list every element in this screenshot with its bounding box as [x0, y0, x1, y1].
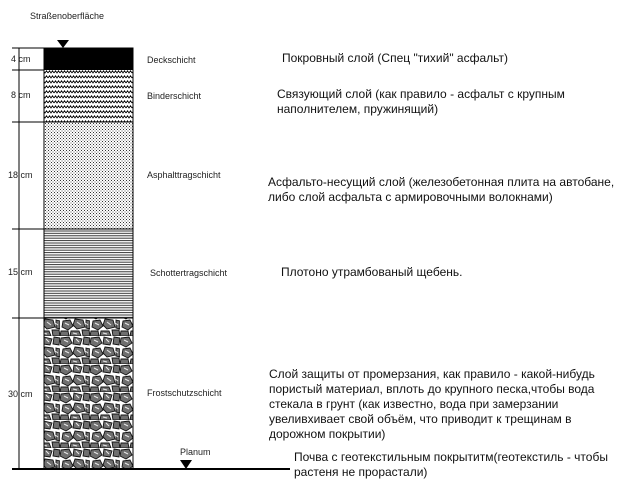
layer-name-binderschicht: Binderschicht — [147, 91, 202, 101]
planum-marker-icon — [180, 460, 192, 469]
thickness-label-binderschicht: 8 cm — [11, 90, 31, 100]
layer-block-frostschutzschicht — [44, 318, 133, 469]
thickness-label-frostschutzschicht: 30 cm — [8, 389, 33, 399]
thickness-label-deckschicht: 4 cm — [11, 54, 31, 64]
dimension-scale — [12, 48, 44, 469]
layer-name-schottertragschicht: Schottertragschicht — [150, 268, 228, 278]
planum-label: Planum — [180, 447, 211, 457]
layer-block-deckschicht — [44, 48, 133, 70]
surface-marker-icon — [57, 40, 69, 48]
layer-name-deckschicht: Deckschicht — [147, 55, 196, 65]
thickness-label-schottertragschicht: 15 cm — [8, 267, 33, 277]
layer-block-schottertragschicht — [44, 229, 133, 318]
layer-block-asphalttragschicht — [44, 122, 133, 229]
planum-description: Почва с геотекстильным покрытитм(геотекстиль - чтобы растеня не прорастали) — [294, 450, 608, 479]
layer-description-asphalttragschicht: Асфальто-несущий слой (железобетонная плита на автобане, либо слой асфальта с армировочными волокнами) — [268, 175, 615, 204]
thickness-label-asphalttragschicht: 18 cm — [8, 170, 33, 180]
layer-name-asphalttragschicht: Asphalttragschicht — [147, 170, 221, 180]
layer-block-binderschicht — [44, 70, 133, 122]
layer-description-binderschicht: Связующий слой (как правило - асфальт с крупным наполнителем, пружинящий) — [277, 87, 565, 116]
layer-description-schottertragschicht: Плотоно утрамбованый щебень. — [281, 265, 463, 279]
layer-description-deckschicht: Покровный слой (Спец "тихий" асфальт) — [282, 51, 508, 65]
layer-name-frostschutzschicht: Frostschutzschicht — [147, 388, 222, 398]
surface-label: Straßenoberfläche — [30, 11, 105, 21]
layer-description-frostschutzschicht: Слой защиты от промерзания, как правило - какой-нибудь пористый материал, вплоть до крупного песка,чтобы вода стекала в грунт (как известно, вода при замерзании увеливхивает свой объём, что приводит к трещинам в дорожном покрытии) — [269, 367, 595, 441]
